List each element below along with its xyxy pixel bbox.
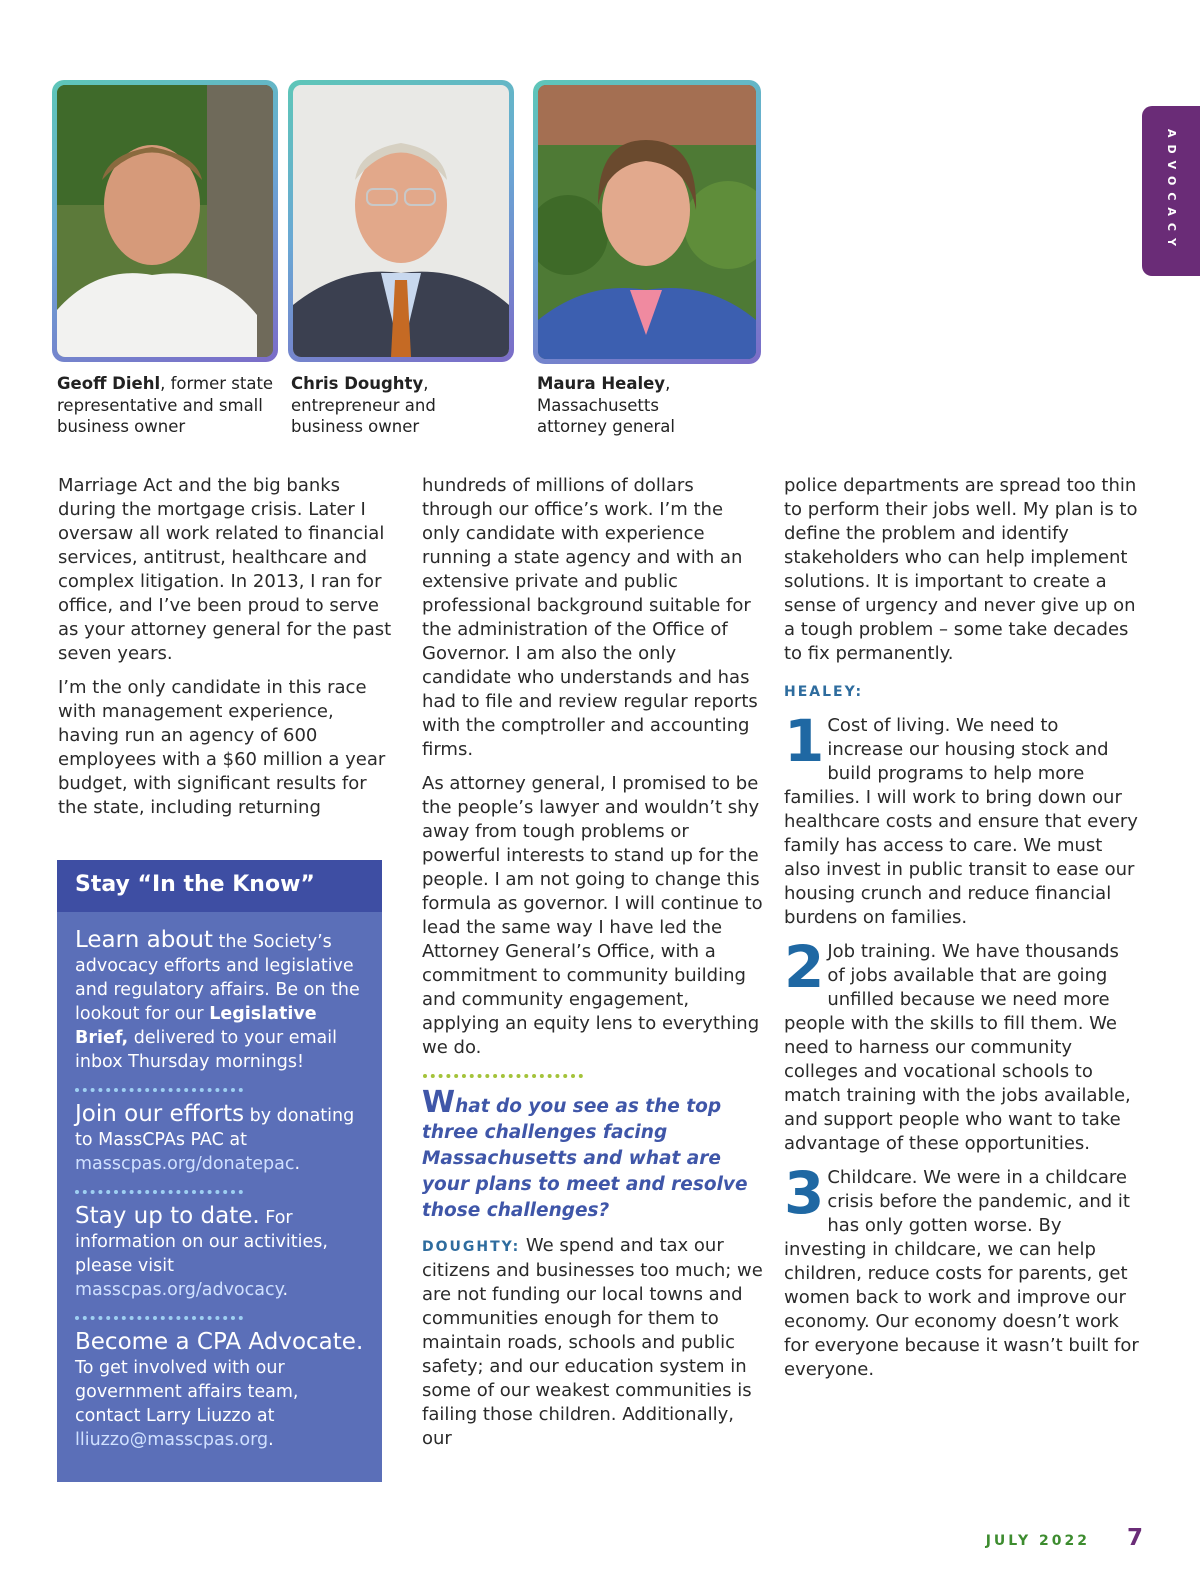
issue-date: JULY 2022 [985, 1533, 1090, 1549]
column-1 [58, 474, 400, 830]
learn-about-section: Learn about the Society’s advocacy efforts and legislative and regulatory affairs. Be on the lookout for our Legislative Brief, delivered to your email inbox Thursday mornings! [75, 927, 360, 1072]
caption-geoff-diehl: Geoff Diehl, former state representative and small business owner [57, 374, 274, 436]
section-tab-label: ADVOCACY [1165, 129, 1178, 253]
donate-link[interactable]: masscpas.org/donatepac [75, 1154, 295, 1174]
caption-chris-doughty: Chris Doughty, entrepreneur and business owner [291, 374, 436, 436]
item-number: 2 [784, 940, 825, 1001]
doughty-label: DOUGHTY: [422, 1239, 521, 1255]
join-efforts-section: Join our efforts by donating to MassCPAs PAC at masscpas.org/donatepac. [75, 1101, 355, 1174]
photo-maura-healey [533, 80, 761, 364]
photo-chris-doughty [288, 80, 514, 362]
body-paragraph: Marriage Act and the big banks during the mortgage crisis. Later I oversaw all work related to financial services, antitrust, healthcare and complex litigation. In 2013, I ran for office, and I’ve been proud to serve as your attorney general for the past seven years. [58, 475, 392, 664]
page-number: 7 [1126, 1525, 1143, 1551]
advocacy-link[interactable]: masscpas.org/advocacy [75, 1280, 283, 1300]
doughty-answer: DOUGHTY: We spend and tax our citizens and businesses too much; we are not funding our local towns and communities enough for them to maintain roads, schools and public safety; and our education system in some of our weakest communities is failing those children. Additionally, our [422, 1235, 763, 1449]
interview-question: What do you see as the top three challenges facing Massachusetts and what are your plans to meet and resolve those challenges? [422, 1085, 748, 1221]
body-paragraph: As attorney general, I promised to be the people’s lawyer and wouldn’t shy away from tough problems or powerful interests to stand up for the people. I am not going to change this formula as governor. I will continue to lead the same way I have led the Attorney General’s Office, with a commitment to community building and community engagement, applying an equity lens to everything we do. [422, 773, 763, 1058]
stay-in-the-know-box [57, 860, 382, 1482]
caption-maura-healey: Maura Healey, Massachusetts attorney general [537, 374, 675, 436]
column-2 [422, 474, 764, 1070]
item-number: 3 [784, 1166, 825, 1227]
photo-geoff-diehl [52, 80, 278, 362]
dotted-divider [75, 1316, 243, 1320]
item-number: 1 [784, 714, 825, 775]
box-title: Stay “In the Know” [57, 860, 382, 912]
body-paragraph: I’m the only candidate in this race with management experience, having run an agency of 600 employees with a $60 million a year budget, with significant results for the state, including returning [58, 677, 386, 818]
stay-up-to-date-section: Stay up to date. For information on our activities, please visit masscpas.org/advocacy. [75, 1203, 328, 1300]
email-link[interactable]: lliuzzo@masscpas.org [75, 1430, 269, 1450]
become-advocate-section: Become a CPA Advocate. To get involved with our government affairs team, contact Larry Liuzzo at lliuzzo@masscpas.org. [75, 1329, 364, 1450]
healey-label: HEALEY: [784, 684, 864, 700]
dotted-divider [75, 1088, 243, 1092]
list-item: 1 Cost of living. We need to increase our housing stock and build programs to help more families. I will work to bring down our healthcare costs and ensure that every family has access to care. We must also invest in public transit to ease our housing crunch and reduce financial burdens on families. [784, 714, 1138, 928]
column-3 [784, 474, 1139, 1382]
body-paragraph: police departments are spread too thin to perform their jobs well. My plan is to define the problem and identify stakeholders who can help implement solutions. It is important to create a sense of urgency and never give up on a tough problem – some take decades to fix permanently. [784, 475, 1138, 664]
dotted-divider [423, 1074, 583, 1078]
list-item: 2 Job training. We have thousands of jobs available that are going unfilled because we need more people with the skills to fill them. We need to harness our community colleges and vocational schools to match training with the jobs available, and support people who want to take advantage of these opportunities. [784, 940, 1131, 1154]
list-item: 3 Childcare. We were in a childcare crisis before the pandemic, and it has only gotten worse. By investing in childcare, we can help children, reduce costs for parents, get women back to work and improve our economy. Our economy doesn’t work for everyone because it wasn’t built for everyone. [784, 1166, 1139, 1380]
dotted-divider [75, 1190, 243, 1194]
section-tab [1142, 106, 1200, 276]
body-paragraph: hundreds of millions of dollars through our office’s work. I’m the only candidate with experience running a state agency and with an extensive private and public professional background suitable for the administration of the Office of Governor. I am also the only candidate who understands and has had to file and review regular reports with the comptroller and accounting firms. [422, 475, 758, 760]
